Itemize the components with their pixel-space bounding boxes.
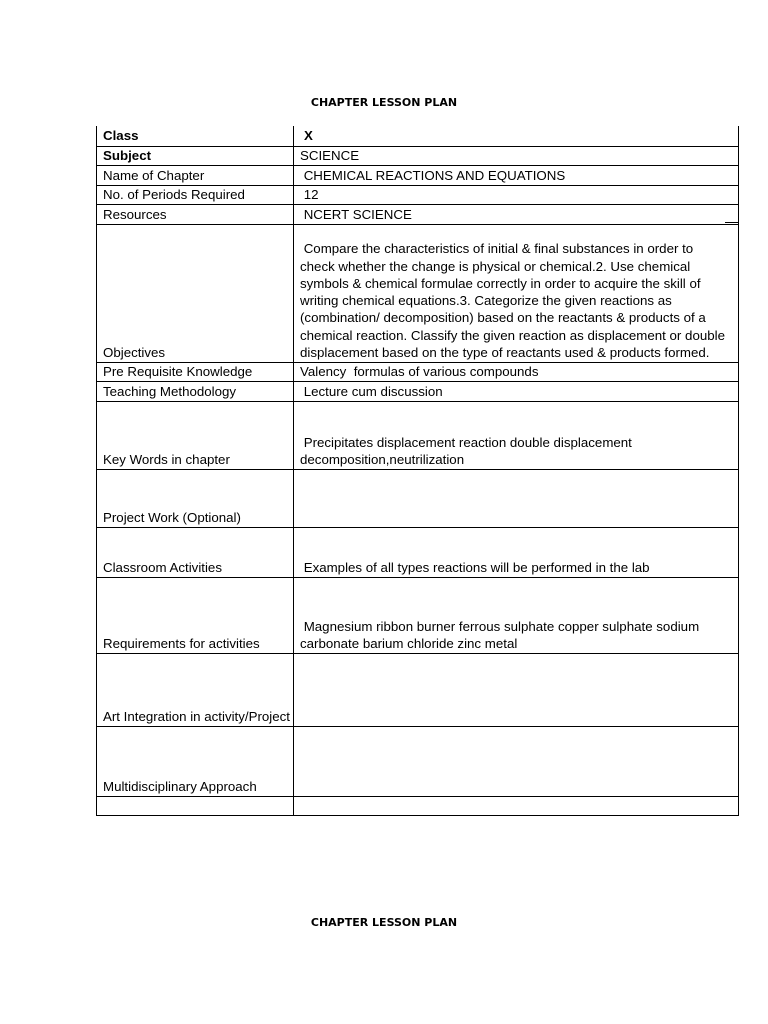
table-row xyxy=(97,224,739,362)
row-value-art-integration xyxy=(294,654,739,727)
row-value-resources: NCERT SCIENCE xyxy=(294,204,739,224)
row-label-keywords: Key Words in chapter xyxy=(97,402,294,470)
row-label-resources: Resources xyxy=(97,204,294,224)
table-row xyxy=(97,126,739,146)
table-row xyxy=(97,402,739,470)
row-label-classroom-activities: Classroom Activities xyxy=(97,528,294,578)
table-row xyxy=(97,382,739,402)
row-label-empty xyxy=(97,797,294,816)
row-value-periods: 12 xyxy=(294,185,739,204)
row-value-requirements: Magnesium ribbon burner ferrous sulphate copper sulphate sodium carbonate barium chloride zinc metal xyxy=(294,578,739,654)
table-row xyxy=(97,146,739,165)
table-row xyxy=(97,528,739,578)
row-value-methodology: Lecture cum discussion xyxy=(294,382,739,402)
table-row xyxy=(97,654,739,727)
page-title: CHAPTER LESSON PLAN xyxy=(310,96,458,109)
table-row xyxy=(97,470,739,528)
row-value-objectives: Compare the characteristics of initial & final substances in order to check whether the change is physical or chemical.2. Use chemical symbols & chemical formulae correctly in order to acquire the skill of writing chemical equations.3. Categorize the given reactions as (combination/ decomposition) based on the reactants & products of a chemical reaction. Classify the given reaction as displacement or double displacement based on the type of reactants used & products formed. xyxy=(294,224,739,362)
row-label-methodology: Teaching Methodology xyxy=(97,382,294,402)
row-value-classroom-activities: Examples of all types reactions will be performed in the lab xyxy=(294,528,739,578)
row-label-class: Class xyxy=(97,126,294,146)
row-value-prerequisite: Valency formulas of various compounds xyxy=(294,362,739,381)
table-row xyxy=(97,185,739,204)
table-row xyxy=(97,727,739,797)
row-value-project-work xyxy=(294,470,739,528)
row-label-objectives: Objectives xyxy=(97,224,294,362)
table-row xyxy=(97,165,739,185)
row-value-chapter: CHEMICAL REACTIONS AND EQUATIONS xyxy=(294,165,739,185)
row-label-chapter: Name of Chapter xyxy=(97,165,294,185)
row-value-keywords: Precipitates displacement reaction double displacement decomposition,neutrilization xyxy=(294,402,739,470)
row-value-subject: SCIENCE xyxy=(294,146,739,165)
table-row xyxy=(97,204,739,224)
row-label-project-work: Project Work (Optional) xyxy=(97,470,294,528)
row-label-prerequisite: Pre Requisite Knowledge xyxy=(97,362,294,381)
row-label-subject: Subject xyxy=(97,146,294,165)
row-label-multidisciplinary: Multidisciplinary Approach xyxy=(97,727,294,797)
row-label-periods: No. of Periods Required xyxy=(97,185,294,204)
row-label-art-integration: Art Integration in activity/Project xyxy=(97,654,294,727)
lesson-plan-table xyxy=(96,126,739,816)
row-value-empty xyxy=(294,797,739,816)
row-label-requirements: Requirements for activities xyxy=(97,578,294,654)
table-border-mark xyxy=(725,222,739,223)
page-title-next: CHAPTER LESSON PLAN xyxy=(310,916,458,929)
table-row xyxy=(97,797,739,816)
table-row xyxy=(97,362,739,381)
table-row xyxy=(97,578,739,654)
row-value-multidisciplinary xyxy=(294,727,739,797)
row-value-class: X xyxy=(294,126,739,146)
